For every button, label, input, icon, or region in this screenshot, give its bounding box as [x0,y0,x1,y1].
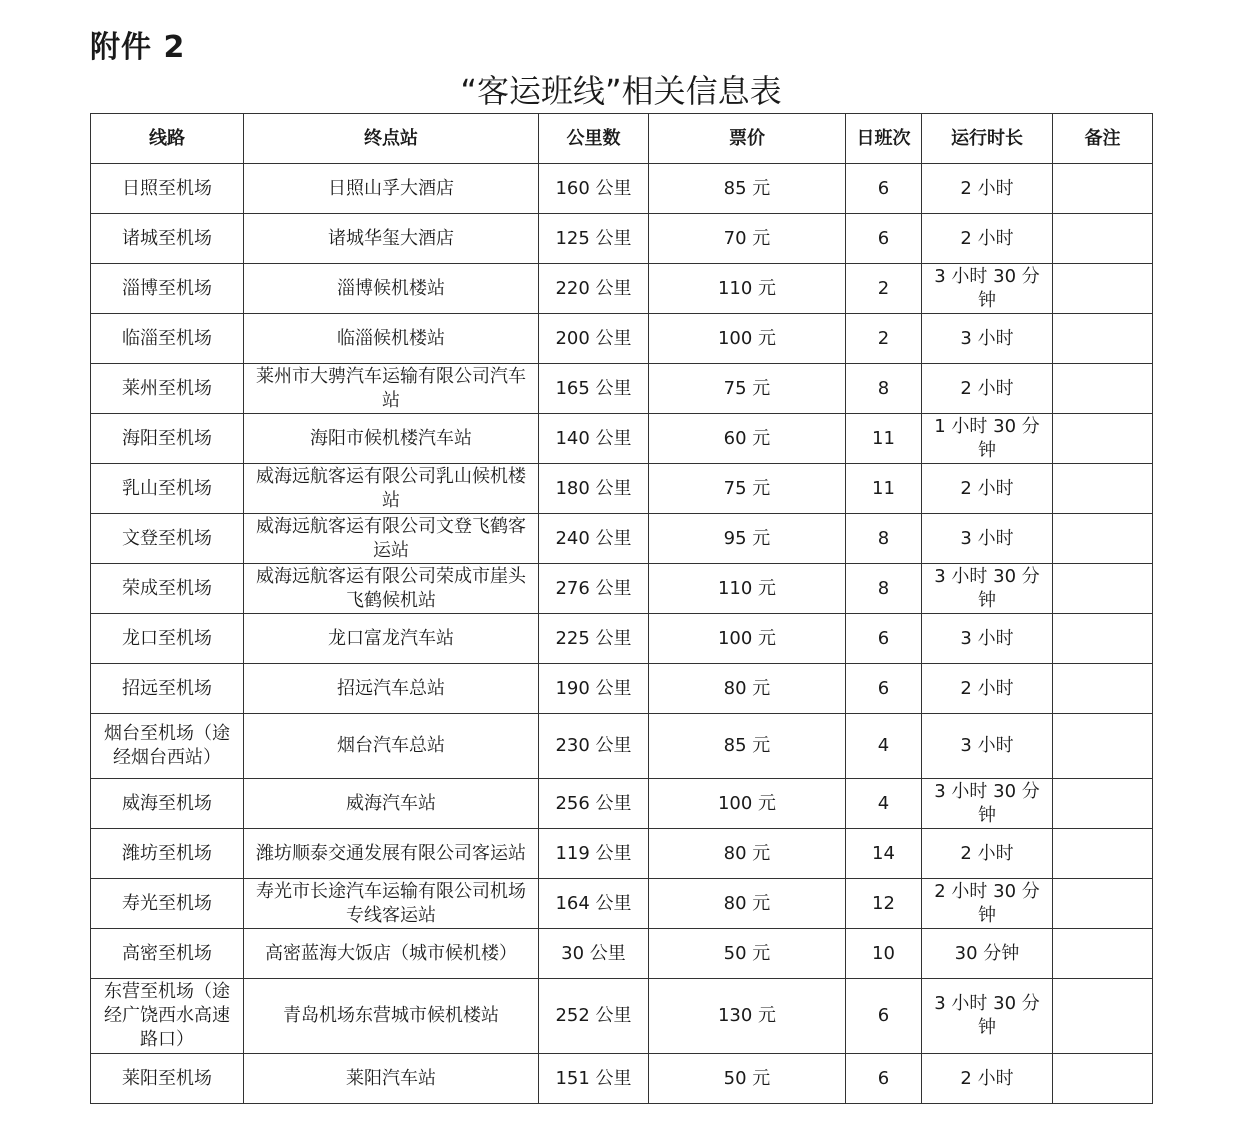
distance-cell: 240 公里 [539,514,649,564]
daily-trips-cell: 6 [846,214,922,264]
route-cell: 荣成至机场 [91,564,244,614]
daily-trips-cell: 11 [846,464,922,514]
daily-trips-cell: 8 [846,364,922,414]
duration-cell: 3 小时 30 分钟 [922,779,1053,829]
distance-cell: 200 公里 [539,314,649,364]
daily-trips-cell: 14 [846,829,922,879]
daily-trips-cell: 2 [846,264,922,314]
table-header [91,114,1153,164]
terminal-cell: 日照山孚大酒店 [244,164,539,214]
terminal-cell: 威海远航客运有限公司乳山候机楼站 [244,464,539,514]
distance-cell: 160 公里 [539,164,649,214]
table-row [91,714,1153,779]
route-cell: 东营至机场（途经广饶西水高速路口） [91,979,244,1054]
table-row [91,214,1153,264]
route-cell: 龙口至机场 [91,614,244,664]
fare-cell: 75 元 [649,464,846,514]
fare-cell: 80 元 [649,829,846,879]
duration-cell: 2 小时 [922,1054,1053,1104]
remarks-cell [1053,1054,1153,1104]
terminal-cell: 寿光市长途汽车运输有限公司机场专线客运站 [244,879,539,929]
route-info-table [90,113,1153,1104]
remarks-cell [1053,164,1153,214]
table-body [91,164,1153,1104]
fare-cell: 100 元 [649,314,846,364]
table-row [91,779,1153,829]
table-row [91,1054,1153,1104]
remarks-cell [1053,979,1153,1054]
daily-trips-cell: 6 [846,979,922,1054]
fare-cell: 95 元 [649,514,846,564]
distance-cell: 119 公里 [539,829,649,879]
table-row [91,514,1153,564]
duration-cell: 2 小时 [922,364,1053,414]
table-row [91,414,1153,464]
route-cell: 日照至机场 [91,164,244,214]
table-row [91,664,1153,714]
route-cell: 淄博至机场 [91,264,244,314]
duration-cell: 2 小时 30 分钟 [922,879,1053,929]
attachment-label: 附件 2 [90,30,186,65]
header-cell: 票价 [649,114,846,164]
table-row [91,929,1153,979]
duration-cell: 3 小时 [922,514,1053,564]
header-cell: 运行时长 [922,114,1053,164]
terminal-cell: 威海远航客运有限公司文登飞鹤客运站 [244,514,539,564]
table-row [91,614,1153,664]
distance-cell: 180 公里 [539,464,649,514]
distance-cell: 256 公里 [539,779,649,829]
route-cell: 莱州至机场 [91,364,244,414]
table-row [91,879,1153,929]
fare-cell: 85 元 [649,714,846,779]
header-cell: 备注 [1053,114,1153,164]
remarks-cell [1053,779,1153,829]
table-row [91,264,1153,314]
fare-cell: 100 元 [649,779,846,829]
terminal-cell: 烟台汽车总站 [244,714,539,779]
duration-cell: 3 小时 [922,314,1053,364]
table-row [91,164,1153,214]
duration-cell: 3 小时 30 分钟 [922,264,1053,314]
distance-cell: 164 公里 [539,879,649,929]
terminal-cell: 海阳市候机楼汽车站 [244,414,539,464]
remarks-cell [1053,464,1153,514]
route-cell: 文登至机场 [91,514,244,564]
table-row [91,979,1153,1054]
daily-trips-cell: 6 [846,1054,922,1104]
remarks-cell [1053,414,1153,464]
duration-cell: 3 小时 [922,614,1053,664]
distance-cell: 252 公里 [539,979,649,1054]
daily-trips-cell: 8 [846,514,922,564]
fare-cell: 80 元 [649,879,846,929]
route-cell: 莱阳至机场 [91,1054,244,1104]
duration-cell: 2 小时 [922,214,1053,264]
remarks-cell [1053,879,1153,929]
route-cell: 潍坊至机场 [91,829,244,879]
daily-trips-cell: 8 [846,564,922,614]
terminal-cell: 莱阳汽车站 [244,1054,539,1104]
table-row [91,829,1153,879]
document-title: “客运班线”相关信息表 [460,72,782,110]
duration-cell: 3 小时 [922,714,1053,779]
fare-cell: 80 元 [649,664,846,714]
fare-cell: 50 元 [649,929,846,979]
header-cell: 公里数 [539,114,649,164]
distance-cell: 125 公里 [539,214,649,264]
terminal-cell: 龙口富龙汽车站 [244,614,539,664]
distance-cell: 220 公里 [539,264,649,314]
remarks-cell [1053,714,1153,779]
route-cell: 高密至机场 [91,929,244,979]
fare-cell: 100 元 [649,614,846,664]
daily-trips-cell: 2 [846,314,922,364]
daily-trips-cell: 6 [846,164,922,214]
route-cell: 临淄至机场 [91,314,244,364]
route-cell: 诸城至机场 [91,214,244,264]
distance-cell: 190 公里 [539,664,649,714]
daily-trips-cell: 10 [846,929,922,979]
fare-cell: 130 元 [649,979,846,1054]
fare-cell: 50 元 [649,1054,846,1104]
route-cell: 招远至机场 [91,664,244,714]
terminal-cell: 淄博候机楼站 [244,264,539,314]
table-row [91,464,1153,514]
terminal-cell: 潍坊顺泰交通发展有限公司客运站 [244,829,539,879]
distance-cell: 140 公里 [539,414,649,464]
daily-trips-cell: 6 [846,664,922,714]
remarks-cell [1053,929,1153,979]
remarks-cell [1053,664,1153,714]
terminal-cell: 诸城华玺大酒店 [244,214,539,264]
remarks-cell [1053,564,1153,614]
remarks-cell [1053,264,1153,314]
terminal-cell: 威海汽车站 [244,779,539,829]
route-cell: 乳山至机场 [91,464,244,514]
daily-trips-cell: 6 [846,614,922,664]
distance-cell: 30 公里 [539,929,649,979]
remarks-cell [1053,314,1153,364]
duration-cell: 2 小时 [922,664,1053,714]
duration-cell: 3 小时 30 分钟 [922,564,1053,614]
duration-cell: 2 小时 [922,829,1053,879]
terminal-cell: 高密蓝海大饭店（城市候机楼） [244,929,539,979]
fare-cell: 110 元 [649,264,846,314]
header-cell: 终点站 [244,114,539,164]
distance-cell: 230 公里 [539,714,649,779]
table-row [91,364,1153,414]
distance-cell: 276 公里 [539,564,649,614]
terminal-cell: 青岛机场东营城市候机楼站 [244,979,539,1054]
route-cell: 烟台至机场（途经烟台西站） [91,714,244,779]
daily-trips-cell: 12 [846,879,922,929]
duration-cell: 1 小时 30 分钟 [922,414,1053,464]
fare-cell: 70 元 [649,214,846,264]
terminal-cell: 招远汽车总站 [244,664,539,714]
duration-cell: 30 分钟 [922,929,1053,979]
terminal-cell: 临淄候机楼站 [244,314,539,364]
table-row [91,564,1153,614]
table-row [91,314,1153,364]
fare-cell: 75 元 [649,364,846,414]
distance-cell: 165 公里 [539,364,649,414]
route-cell: 威海至机场 [91,779,244,829]
distance-cell: 225 公里 [539,614,649,664]
remarks-cell [1053,364,1153,414]
distance-cell: 151 公里 [539,1054,649,1104]
daily-trips-cell: 4 [846,714,922,779]
route-cell: 海阳至机场 [91,414,244,464]
duration-cell: 2 小时 [922,464,1053,514]
duration-cell: 2 小时 [922,164,1053,214]
duration-cell: 3 小时 30 分钟 [922,979,1053,1054]
remarks-cell [1053,214,1153,264]
fare-cell: 60 元 [649,414,846,464]
remarks-cell [1053,614,1153,664]
terminal-cell: 威海远航客运有限公司荣成市崖头飞鹤候机站 [244,564,539,614]
header-row [91,114,1153,164]
fare-cell: 110 元 [649,564,846,614]
daily-trips-cell: 11 [846,414,922,464]
terminal-cell: 莱州市大骋汽车运输有限公司汽车站 [244,364,539,414]
daily-trips-cell: 4 [846,779,922,829]
remarks-cell [1053,514,1153,564]
header-cell: 日班次 [846,114,922,164]
header-cell: 线路 [91,114,244,164]
route-cell: 寿光至机场 [91,879,244,929]
fare-cell: 85 元 [649,164,846,214]
remarks-cell [1053,829,1153,879]
